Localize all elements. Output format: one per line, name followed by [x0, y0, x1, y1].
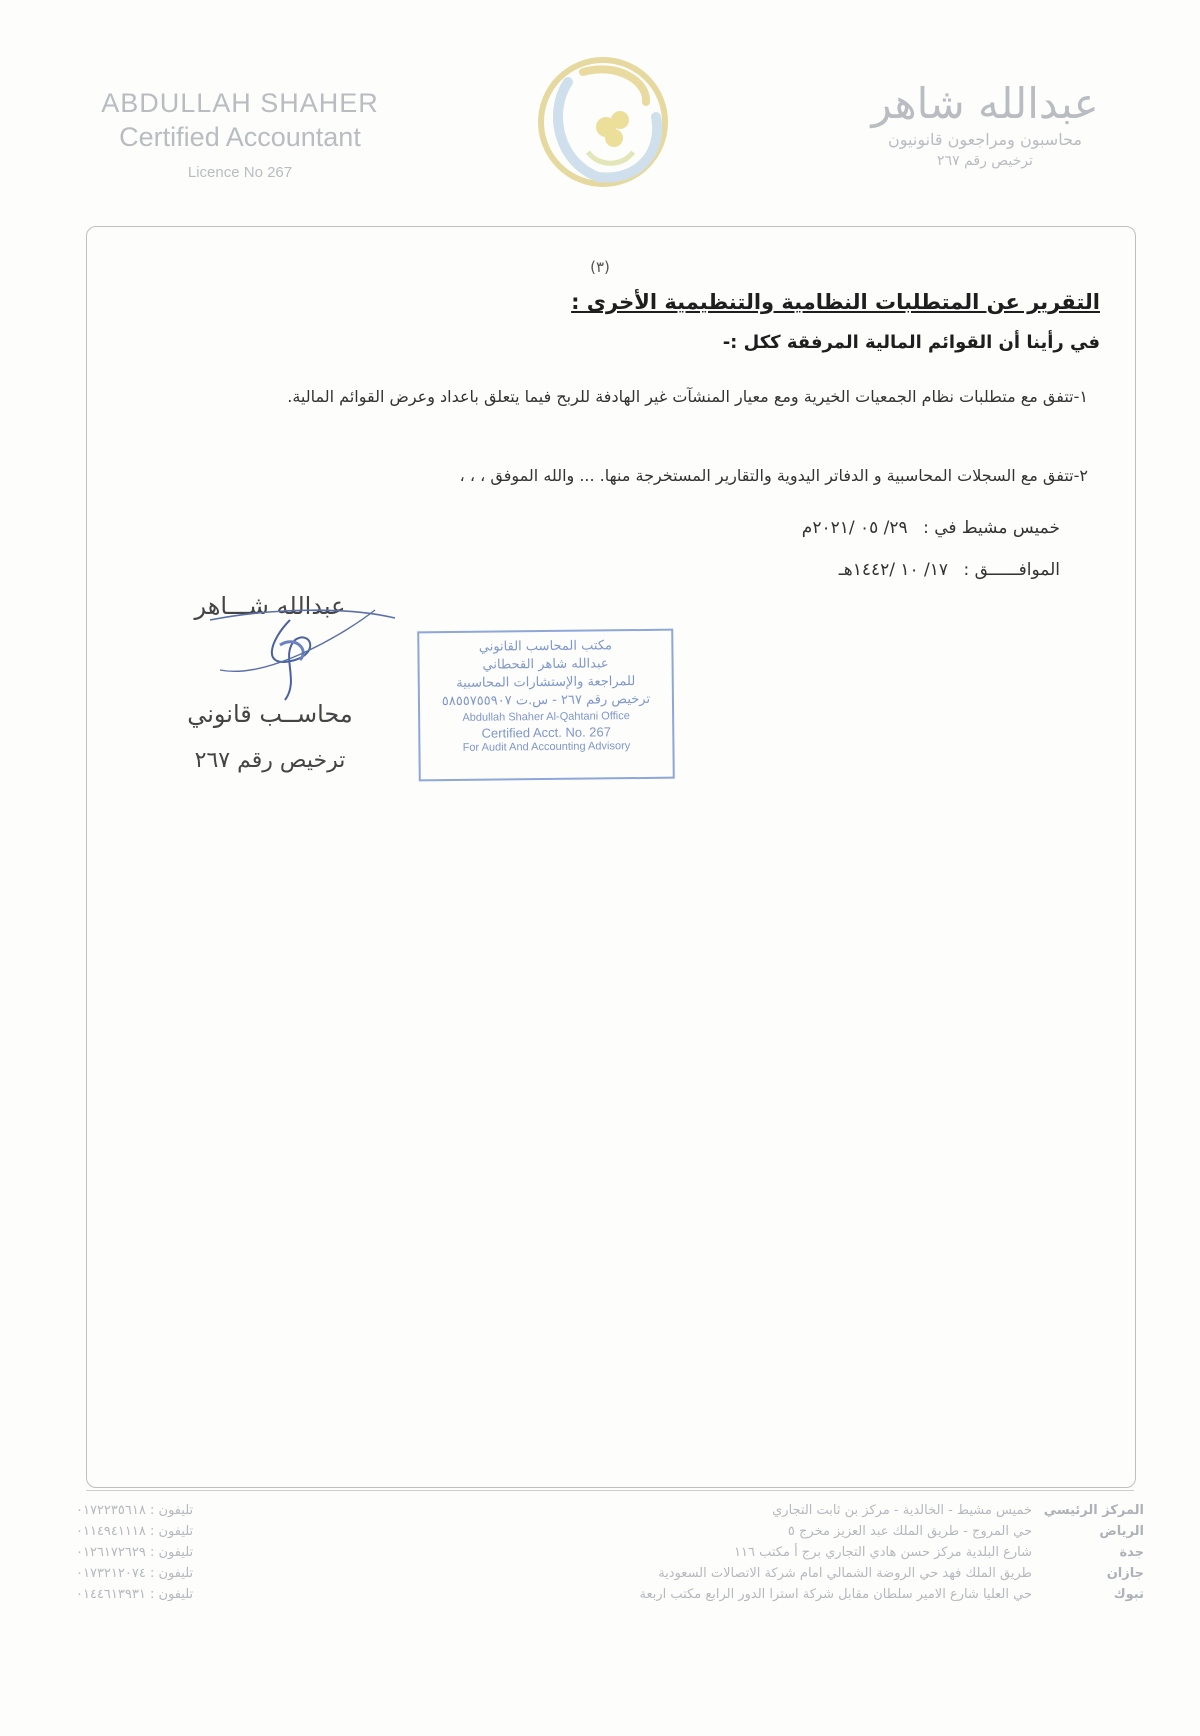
footer-address: حي المروج - طريق الملك عبد العزيز مخرج ٥: [787, 1524, 1032, 1539]
footer-row: [76, 1542, 1144, 1563]
footer-city: جدة: [1119, 1545, 1144, 1560]
footer-address: حي العليا شارع الامير سلطان مقابل شركة استرا الدور الرابع مكتب اربعة: [639, 1587, 1032, 1602]
footer-phone: تليفون : ٠١٢٦١٧٢٦٢٩: [76, 1545, 194, 1560]
footer-city: الرياض: [1099, 1524, 1144, 1539]
footer-row: [76, 1500, 1144, 1521]
signature-name: عبدالله شـــاهر: [194, 592, 346, 620]
report-item-2: ٢-تتفق مع السجلات المحاسبية و الدفاتر اليدوية والتقارير المستخرجة منها. ... والله الموفق ، ، ،: [459, 466, 1088, 485]
letterhead-english: [80, 86, 400, 186]
stamp-line-1: مكتب المحاسب القانوني: [478, 638, 613, 655]
gregorian-date-value: ٢٩/ ٠٥ /٢٠٢١م: [801, 518, 908, 538]
signature-licence: ترخيص رقم ٢٦٧: [194, 748, 346, 773]
letterhead-english-title: Certified Accountant: [119, 122, 361, 152]
footer-phone: تليفون : ٠١٧٣٢١٢٠٧٤: [76, 1566, 194, 1581]
letterhead-arabic-title: محاسبون ومراجعون قانونيون: [888, 130, 1082, 149]
page-number: (٣): [590, 258, 610, 276]
footer-row: [76, 1584, 1144, 1605]
letterhead-arabic-licence: ترخيص رقم ٢٦٧: [937, 153, 1033, 169]
letterhead-english-name: ABDULLAH SHAHER: [101, 88, 379, 118]
footer-city: تبوك: [1113, 1587, 1144, 1602]
letterhead-english-licence: Licence No 267: [187, 164, 293, 181]
footer-phone: تليفون : ٠١٤٤٦١٣٩٣١: [76, 1587, 194, 1602]
footer-addresses: [76, 1500, 1144, 1605]
footer-divider: [86, 1490, 1134, 1491]
footer-row: [76, 1521, 1144, 1542]
stamp-line-7: For Audit And Accounting Advisory: [462, 740, 631, 754]
stamp-line-3: للمراجعة والإستشارات المحاسبية: [456, 674, 636, 691]
footer-phone: تليفون : ٠١٧٢٢٣٥٦١٨: [76, 1503, 194, 1518]
letterhead-arabic-name: عبدالله شاهر: [871, 79, 1099, 128]
footer-address: خميس مشيط - الخالدية - مركز بن ثابت التجاري: [772, 1503, 1032, 1518]
footer-city: المركز الرئيسي: [1043, 1503, 1144, 1518]
seal-logo-icon: [528, 42, 678, 202]
report-intro: في رأينا أن القوائم المالية المرفقة ككل :-: [722, 332, 1100, 353]
stamp-line-4: ترخيص رقم ٢٦٧ - س.ت ٥٨٥٥٧٥٥٩٠٧: [441, 691, 651, 710]
footer-row: [76, 1563, 1144, 1584]
signature-title: محاســب قانوني: [187, 700, 353, 728]
footer-address: طريق الملك فهد حي الروضة الشمالي امام شركة الاتصالات السعودية: [658, 1566, 1032, 1581]
footer-address: شارع البلدية مركز حسن هادي التجاري برج أ مكتب ١١٦: [734, 1545, 1032, 1560]
gregorian-date-label: خميس مشيط في :: [923, 518, 1060, 538]
gregorian-date: [802, 518, 1060, 538]
footer-city: جازان: [1106, 1566, 1144, 1581]
stamp-line-5: Abdullah Shaher Al-Qahtani Office: [462, 710, 630, 724]
stamp-line-6: Certified Acct. No. 267: [481, 724, 612, 741]
report-heading: التقرير عن المتطلبات النظامية والتنظيمية الأخرى :: [571, 290, 1100, 314]
hijri-date: [839, 560, 1060, 580]
handwritten-signature-icon: [200, 600, 400, 710]
hijri-date-label: الموافــــــق :: [963, 560, 1060, 580]
letterhead-arabic: [830, 78, 1140, 172]
hijri-date-value: ١٧/ ١٠ /١٤٤٢هـ: [838, 560, 949, 580]
report-item-1: ١-تتفق مع متطلبات نظام الجمعيات الخيرية ومع معيار المنشآت غير الهادفة للربح فيما يتعلق باعداد وعرض القوائم المالية.: [287, 387, 1088, 406]
stamp-line-2: عبدالله شاهر القحطاني: [482, 656, 609, 673]
footer-phone: تليفون : ٠١١٤٩٤١١١٨: [76, 1524, 194, 1539]
office-stamp: [417, 629, 675, 782]
